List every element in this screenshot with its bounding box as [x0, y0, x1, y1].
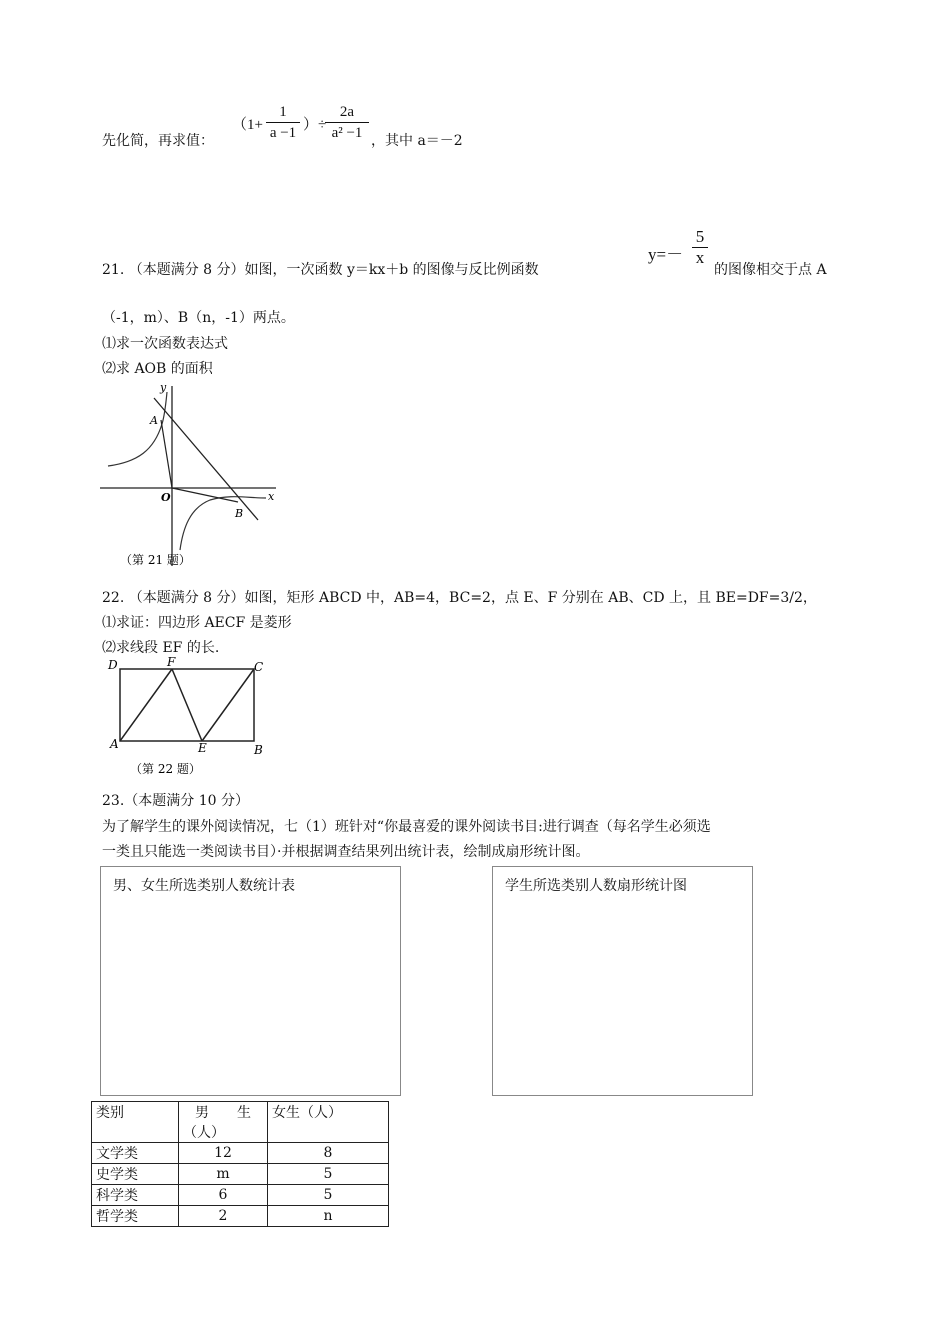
q21-figure	[98, 380, 283, 570]
cell-category: 哲学类	[92, 1206, 179, 1227]
segment-OA	[161, 420, 172, 488]
q20-close-divide: ）÷	[303, 117, 327, 133]
q20-prefix: 先化简，再求值：	[102, 133, 214, 149]
cell-category: 文学类	[92, 1143, 179, 1164]
cell-female: n	[268, 1206, 389, 1227]
fig22-label-F: F	[167, 655, 176, 669]
q21-part2: ⑵求 AOB 的面积	[102, 361, 213, 377]
table-row	[92, 1143, 389, 1164]
fig22-label-C: C	[254, 660, 264, 674]
cell-female: 5	[268, 1164, 389, 1185]
stats-table-caption: 男、女生所选类别人数统计表	[113, 878, 295, 894]
q21-line1-a: 21. （本题满分 8 分）如图，一次函数 y＝kx＋b 的图像与反比例函数	[102, 262, 539, 278]
cell-male: 2	[179, 1206, 268, 1227]
fig21-label-B: B	[235, 507, 244, 520]
stats-table-placeholder-box	[100, 866, 401, 1096]
cell-male: 6	[179, 1185, 268, 1206]
q21-func-fraction	[692, 228, 708, 267]
table-row	[92, 1164, 389, 1185]
header-category: 类别	[92, 1102, 179, 1143]
fig21-label-x: x	[268, 490, 275, 503]
fig21-label-y: y	[160, 381, 167, 394]
fig21-label-A: A	[150, 414, 158, 427]
q20-fraction-1	[266, 103, 300, 142]
segment-OB	[172, 488, 238, 502]
q21-func-lhs: y=－	[648, 245, 684, 264]
q22-figure	[104, 655, 274, 780]
q20-suffix: ，其中 a＝－2	[371, 133, 463, 149]
q21-part1: ⑴求一次函数表达式	[102, 336, 228, 352]
segment-AF	[120, 669, 172, 741]
q22-part2: ⑵求线段 EF 的长.	[102, 640, 220, 656]
header-female: 女生（人）	[268, 1102, 389, 1143]
pie-chart-placeholder-box	[492, 866, 753, 1096]
q20-frac2-numerator: 2a	[339, 104, 355, 120]
q20-frac2-denominator: a² −1	[331, 125, 363, 141]
q20-fraction-2	[325, 103, 369, 142]
q20-frac1-numerator: 1	[279, 104, 287, 120]
hyperbola-branch-4	[180, 497, 266, 550]
table-header-row	[92, 1102, 389, 1143]
q21-func-numerator: 5	[695, 227, 705, 246]
q20-frac1-denominator: a −1	[269, 125, 297, 141]
fig22-label-E: E	[198, 741, 207, 755]
fig22-caption: （第 22 题）	[130, 762, 201, 776]
fig21-caption: （第 21 题）	[120, 553, 191, 567]
header-male-top: 男 生	[195, 1105, 251, 1121]
cell-female: 5	[268, 1185, 389, 1206]
table-row	[92, 1206, 389, 1227]
fig22-label-D: D	[108, 658, 118, 672]
fig22-label-B: B	[254, 743, 263, 757]
cell-female: 8	[268, 1143, 389, 1164]
segment-EC	[202, 669, 254, 741]
q23-title: 23.（本题满分 10 分）	[102, 793, 249, 809]
header-male-unit: （人）	[183, 1125, 225, 1141]
segment-FE	[172, 669, 202, 741]
category-count-table	[91, 1101, 389, 1227]
q23-line2: 一类且只能选一类阅读书目）·并根据调查结果列出统计表，绘制成扇形统计图。	[102, 844, 590, 860]
q21-line2: （-1，m）、B（n，-1）两点。	[102, 310, 295, 326]
cell-male: m	[179, 1164, 268, 1185]
q23-line1: 为了解学生的课外阅读情况，七（1）班针对“你最喜爱的课外阅读书目:进行调查（每名学生必须选	[102, 819, 711, 835]
q20-open-paren: （1+	[232, 117, 263, 133]
q22-line1: 22. （本题满分 8 分）如图，矩形 ABCD 中，AB=4，BC=2，点 E、F 分别在 AB、CD 上，且 BE=DF=3/2，	[102, 590, 817, 606]
cell-category: 史学类	[92, 1164, 179, 1185]
header-male	[179, 1102, 268, 1143]
cell-male: 12	[179, 1143, 268, 1164]
fig21-label-O: O	[161, 491, 171, 504]
q21-func-denominator: x	[695, 248, 705, 267]
q22-part1: ⑴求证：四边形 AECF 是菱形	[102, 615, 292, 631]
fig22-label-A: A	[110, 737, 119, 751]
cell-category: 科学类	[92, 1185, 179, 1206]
pie-chart-caption: 学生所选类别人数扇形统计图	[505, 878, 687, 894]
q21-line1-b: 的图像相交于点 A	[714, 262, 827, 278]
table-row	[92, 1185, 389, 1206]
